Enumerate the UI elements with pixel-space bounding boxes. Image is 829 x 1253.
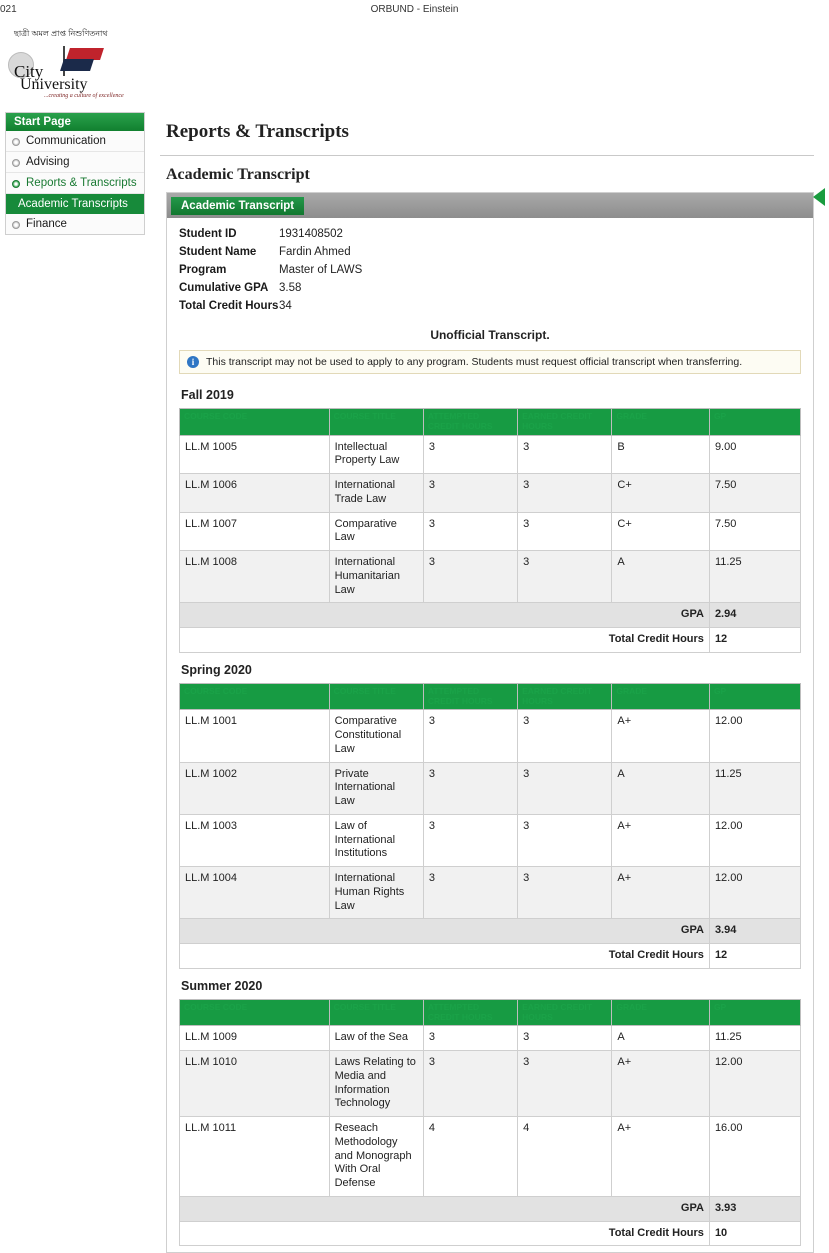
grades-table-fall-2019 — [179, 408, 801, 653]
sidebar-item-reports-transcripts[interactable] — [6, 173, 144, 194]
collapse-arrow-icon[interactable] — [813, 188, 825, 206]
main-content — [160, 112, 820, 1253]
col-earned: EARNED CREDIT HOURS — [518, 409, 612, 436]
logo-flag-icon — [58, 46, 104, 76]
logo-name-line1: City — [14, 62, 44, 81]
cell-course-code: LL.M 1006 — [180, 474, 330, 513]
print-header-left: 021 — [0, 4, 17, 15]
cell-course-code: LL.M 1004 — [180, 867, 330, 919]
table-row — [180, 435, 801, 474]
info-value: Fardin Ahmed — [279, 246, 351, 258]
cell-earned: 3 — [518, 1026, 612, 1051]
cell-attempted: 3 — [423, 512, 517, 551]
info-cumulative-gpa — [179, 282, 801, 294]
cell-earned: 3 — [518, 867, 612, 919]
table-row — [180, 710, 801, 762]
col-attempted: ATTEMPTED CREDIT HOURS — [423, 683, 517, 710]
info-student-id — [179, 228, 801, 240]
cell-grade: A+ — [612, 814, 710, 866]
cell-course-code: LL.M 1005 — [180, 435, 330, 474]
cell-course-title: Comparative Law — [329, 512, 423, 551]
sidebar-item-academic-transcripts[interactable]: Academic Transcripts — [6, 194, 144, 214]
table-row — [180, 551, 801, 603]
sidebar-title[interactable]: Start Page — [6, 113, 144, 131]
col-course-title: COURSE TITLE — [329, 999, 423, 1026]
info-value: 1931408502 — [279, 228, 343, 240]
table-row — [180, 512, 801, 551]
gpa-row — [180, 603, 801, 628]
cell-grade: A+ — [612, 1117, 710, 1197]
cell-gp: 12.00 — [709, 867, 800, 919]
cell-attempted: 3 — [423, 435, 517, 474]
cell-attempted: 4 — [423, 1117, 517, 1197]
total-credit-hours-value: 10 — [709, 1221, 800, 1246]
gpa-row — [180, 919, 801, 944]
total-credit-hours-row — [180, 628, 801, 653]
col-attempted: ATTEMPTED CREDIT HOURS — [423, 999, 517, 1026]
cell-course-title: Intellectual Property Law — [329, 435, 423, 474]
cell-course-code: LL.M 1011 — [180, 1117, 330, 1197]
col-course-title: COURSE TITLE — [329, 683, 423, 710]
cell-gp: 11.25 — [709, 762, 800, 814]
cell-course-title: Private International Law — [329, 762, 423, 814]
col-course-code: COURSE CODE — [180, 409, 330, 436]
unofficial-heading: Unofficial Transcript. — [430, 328, 550, 342]
grades-table-summer-2020 — [179, 999, 801, 1247]
cell-earned: 3 — [518, 474, 612, 513]
cell-grade: A+ — [612, 710, 710, 762]
cell-course-title: Law of the Sea — [329, 1026, 423, 1051]
sidebar-item-finance[interactable] — [6, 214, 144, 234]
table-row — [180, 1117, 801, 1197]
term-title-summer-2020: Summer 2020 — [181, 978, 263, 993]
print-header — [0, 4, 829, 22]
logo-tagline: ...creating a culture of excellence — [44, 93, 124, 99]
transcript-panel — [166, 192, 814, 1253]
section-title: Academic Transcript — [166, 166, 310, 183]
cell-attempted: 3 — [423, 814, 517, 866]
gpa-row — [180, 1196, 801, 1221]
cell-course-code: LL.M 1007 — [180, 512, 330, 551]
bullet-icon — [12, 180, 20, 188]
cell-gp: 11.25 — [709, 1026, 800, 1051]
table-header-row — [180, 409, 801, 436]
gpa-value: 2.94 — [709, 603, 800, 628]
cell-earned: 3 — [518, 551, 612, 603]
cell-earned: 3 — [518, 710, 612, 762]
total-credit-hours-label: Total Credit Hours — [180, 944, 710, 969]
cell-course-title: Reseach Methodology and Monograph With Oral Defense — [329, 1117, 423, 1197]
gpa-label: GPA — [180, 1196, 710, 1221]
table-header-row — [180, 683, 801, 710]
col-course-code: COURSE CODE — [180, 683, 330, 710]
info-icon: i — [187, 356, 199, 368]
cell-course-title: International Trade Law — [329, 474, 423, 513]
transcript-notice — [179, 350, 801, 374]
sidebar-item-label: Reports & Transcripts — [26, 177, 137, 189]
cell-course-code: LL.M 1002 — [180, 762, 330, 814]
sidebar-item-communication[interactable] — [6, 131, 144, 152]
info-label: Program — [179, 264, 227, 276]
cell-attempted: 3 — [423, 867, 517, 919]
cell-gp: 16.00 — [709, 1117, 800, 1197]
info-label: Student ID — [179, 228, 237, 240]
col-course-code: COURSE CODE — [180, 999, 330, 1026]
gpa-label: GPA — [180, 603, 710, 628]
panel-body — [167, 218, 813, 1252]
cell-earned: 4 — [518, 1117, 612, 1197]
cell-grade: C+ — [612, 512, 710, 551]
cell-course-title: Law of International Institutions — [329, 814, 423, 866]
total-credit-hours-label: Total Credit Hours — [180, 1221, 710, 1246]
bullet-icon — [12, 221, 20, 229]
term-title-fall-2019: Fall 2019 — [181, 388, 234, 402]
cell-grade: A+ — [612, 867, 710, 919]
total-credit-hours-label: Total Credit Hours — [180, 628, 710, 653]
cell-grade: A — [612, 1026, 710, 1051]
col-earned: EARNED CREDIT HOURS — [518, 999, 612, 1026]
cell-grade: C+ — [612, 474, 710, 513]
sidebar-item-advising[interactable] — [6, 152, 144, 173]
cell-gp: 12.00 — [709, 1051, 800, 1117]
cell-grade: B — [612, 435, 710, 474]
cell-earned: 3 — [518, 1051, 612, 1117]
table-row — [180, 1026, 801, 1051]
table-row — [180, 1051, 801, 1117]
cell-earned: 3 — [518, 435, 612, 474]
title-divider — [160, 155, 814, 156]
cell-attempted: 3 — [423, 762, 517, 814]
info-total-credit-hours — [179, 300, 801, 312]
cell-gp: 11.25 — [709, 551, 800, 603]
cell-course-title: International Humanitarian Law — [329, 551, 423, 603]
cell-course-code: LL.M 1003 — [180, 814, 330, 866]
notice-text: This transcript may not be used to apply to any program. Students must request official transcript when transferring. — [206, 356, 743, 368]
info-label: Cumulative GPA — [179, 282, 269, 294]
total-credit-hours-value: 12 — [709, 944, 800, 969]
cell-course-title: International Human Rights Law — [329, 867, 423, 919]
gpa-value: 3.94 — [709, 919, 800, 944]
table-row — [180, 814, 801, 866]
info-program — [179, 264, 801, 276]
info-label: Total Credit Hours — [179, 300, 279, 312]
cell-attempted: 3 — [423, 474, 517, 513]
gpa-label: GPA — [180, 919, 710, 944]
col-gp: GP — [709, 683, 800, 710]
tab-academic-transcript[interactable]: Academic Transcript — [171, 197, 304, 215]
gpa-value: 3.93 — [709, 1196, 800, 1221]
col-grade: GRADE — [612, 683, 710, 710]
sidebar — [5, 112, 145, 235]
cell-earned: 3 — [518, 814, 612, 866]
cell-gp: 12.00 — [709, 710, 800, 762]
info-student-name — [179, 246, 801, 258]
logo-bangla-text: ছাত্রী অমল প্রাপ্ত নিশুণিতনাথ — [14, 29, 108, 38]
col-gp: GP — [709, 999, 800, 1026]
cell-attempted: 3 — [423, 551, 517, 603]
sidebar-item-label: Advising — [26, 156, 70, 168]
panel-header — [167, 193, 813, 218]
cell-grade: A — [612, 551, 710, 603]
cell-attempted: 3 — [423, 710, 517, 762]
col-earned: EARNED CREDIT HOURS — [518, 683, 612, 710]
cell-grade: A+ — [612, 1051, 710, 1117]
cell-course-code: LL.M 1010 — [180, 1051, 330, 1117]
sidebar-item-label: Finance — [26, 218, 67, 230]
info-value: 3.58 — [279, 282, 302, 294]
table-row — [180, 762, 801, 814]
cell-gp: 7.50 — [709, 512, 800, 551]
bullet-icon — [12, 159, 20, 167]
university-logo — [6, 29, 151, 100]
cell-gp: 7.50 — [709, 474, 800, 513]
logo-name-line2: University — [20, 76, 88, 93]
cell-attempted: 3 — [423, 1051, 517, 1117]
sidebar-item-label: Communication — [26, 135, 106, 147]
info-label: Student Name — [179, 246, 257, 258]
table-header-row — [180, 999, 801, 1026]
total-credit-hours-row — [180, 944, 801, 969]
grades-table-spring-2020 — [179, 683, 801, 969]
total-credit-hours-value: 12 — [709, 628, 800, 653]
page-title: Reports & Transcripts — [166, 121, 349, 142]
info-value: Master of LAWS — [279, 264, 363, 276]
col-attempted: ATTEMPTED CREDIT HOURS — [423, 409, 517, 436]
col-grade: GRADE — [612, 999, 710, 1026]
total-credit-hours-row — [180, 1221, 801, 1246]
cell-course-code: LL.M 1009 — [180, 1026, 330, 1051]
bullet-icon — [12, 138, 20, 146]
col-grade: GRADE — [612, 409, 710, 436]
cell-earned: 3 — [518, 762, 612, 814]
table-row — [180, 867, 801, 919]
cell-grade: A — [612, 762, 710, 814]
cell-gp: 12.00 — [709, 814, 800, 866]
cell-gp: 9.00 — [709, 435, 800, 474]
col-gp: GP — [709, 409, 800, 436]
cell-course-title: Laws Relating to Media and Information Technology — [329, 1051, 423, 1117]
cell-earned: 3 — [518, 512, 612, 551]
cell-course-code: LL.M 1001 — [180, 710, 330, 762]
col-course-title: COURSE TITLE — [329, 409, 423, 436]
table-row — [180, 474, 801, 513]
cell-attempted: 3 — [423, 1026, 517, 1051]
cell-course-code: LL.M 1008 — [180, 551, 330, 603]
info-value: 34 — [279, 300, 292, 312]
term-title-spring-2020: Spring 2020 — [181, 662, 252, 677]
print-header-title: ORBUND - Einstein — [370, 4, 459, 15]
cell-course-title: Comparative Constitutional Law — [329, 710, 423, 762]
